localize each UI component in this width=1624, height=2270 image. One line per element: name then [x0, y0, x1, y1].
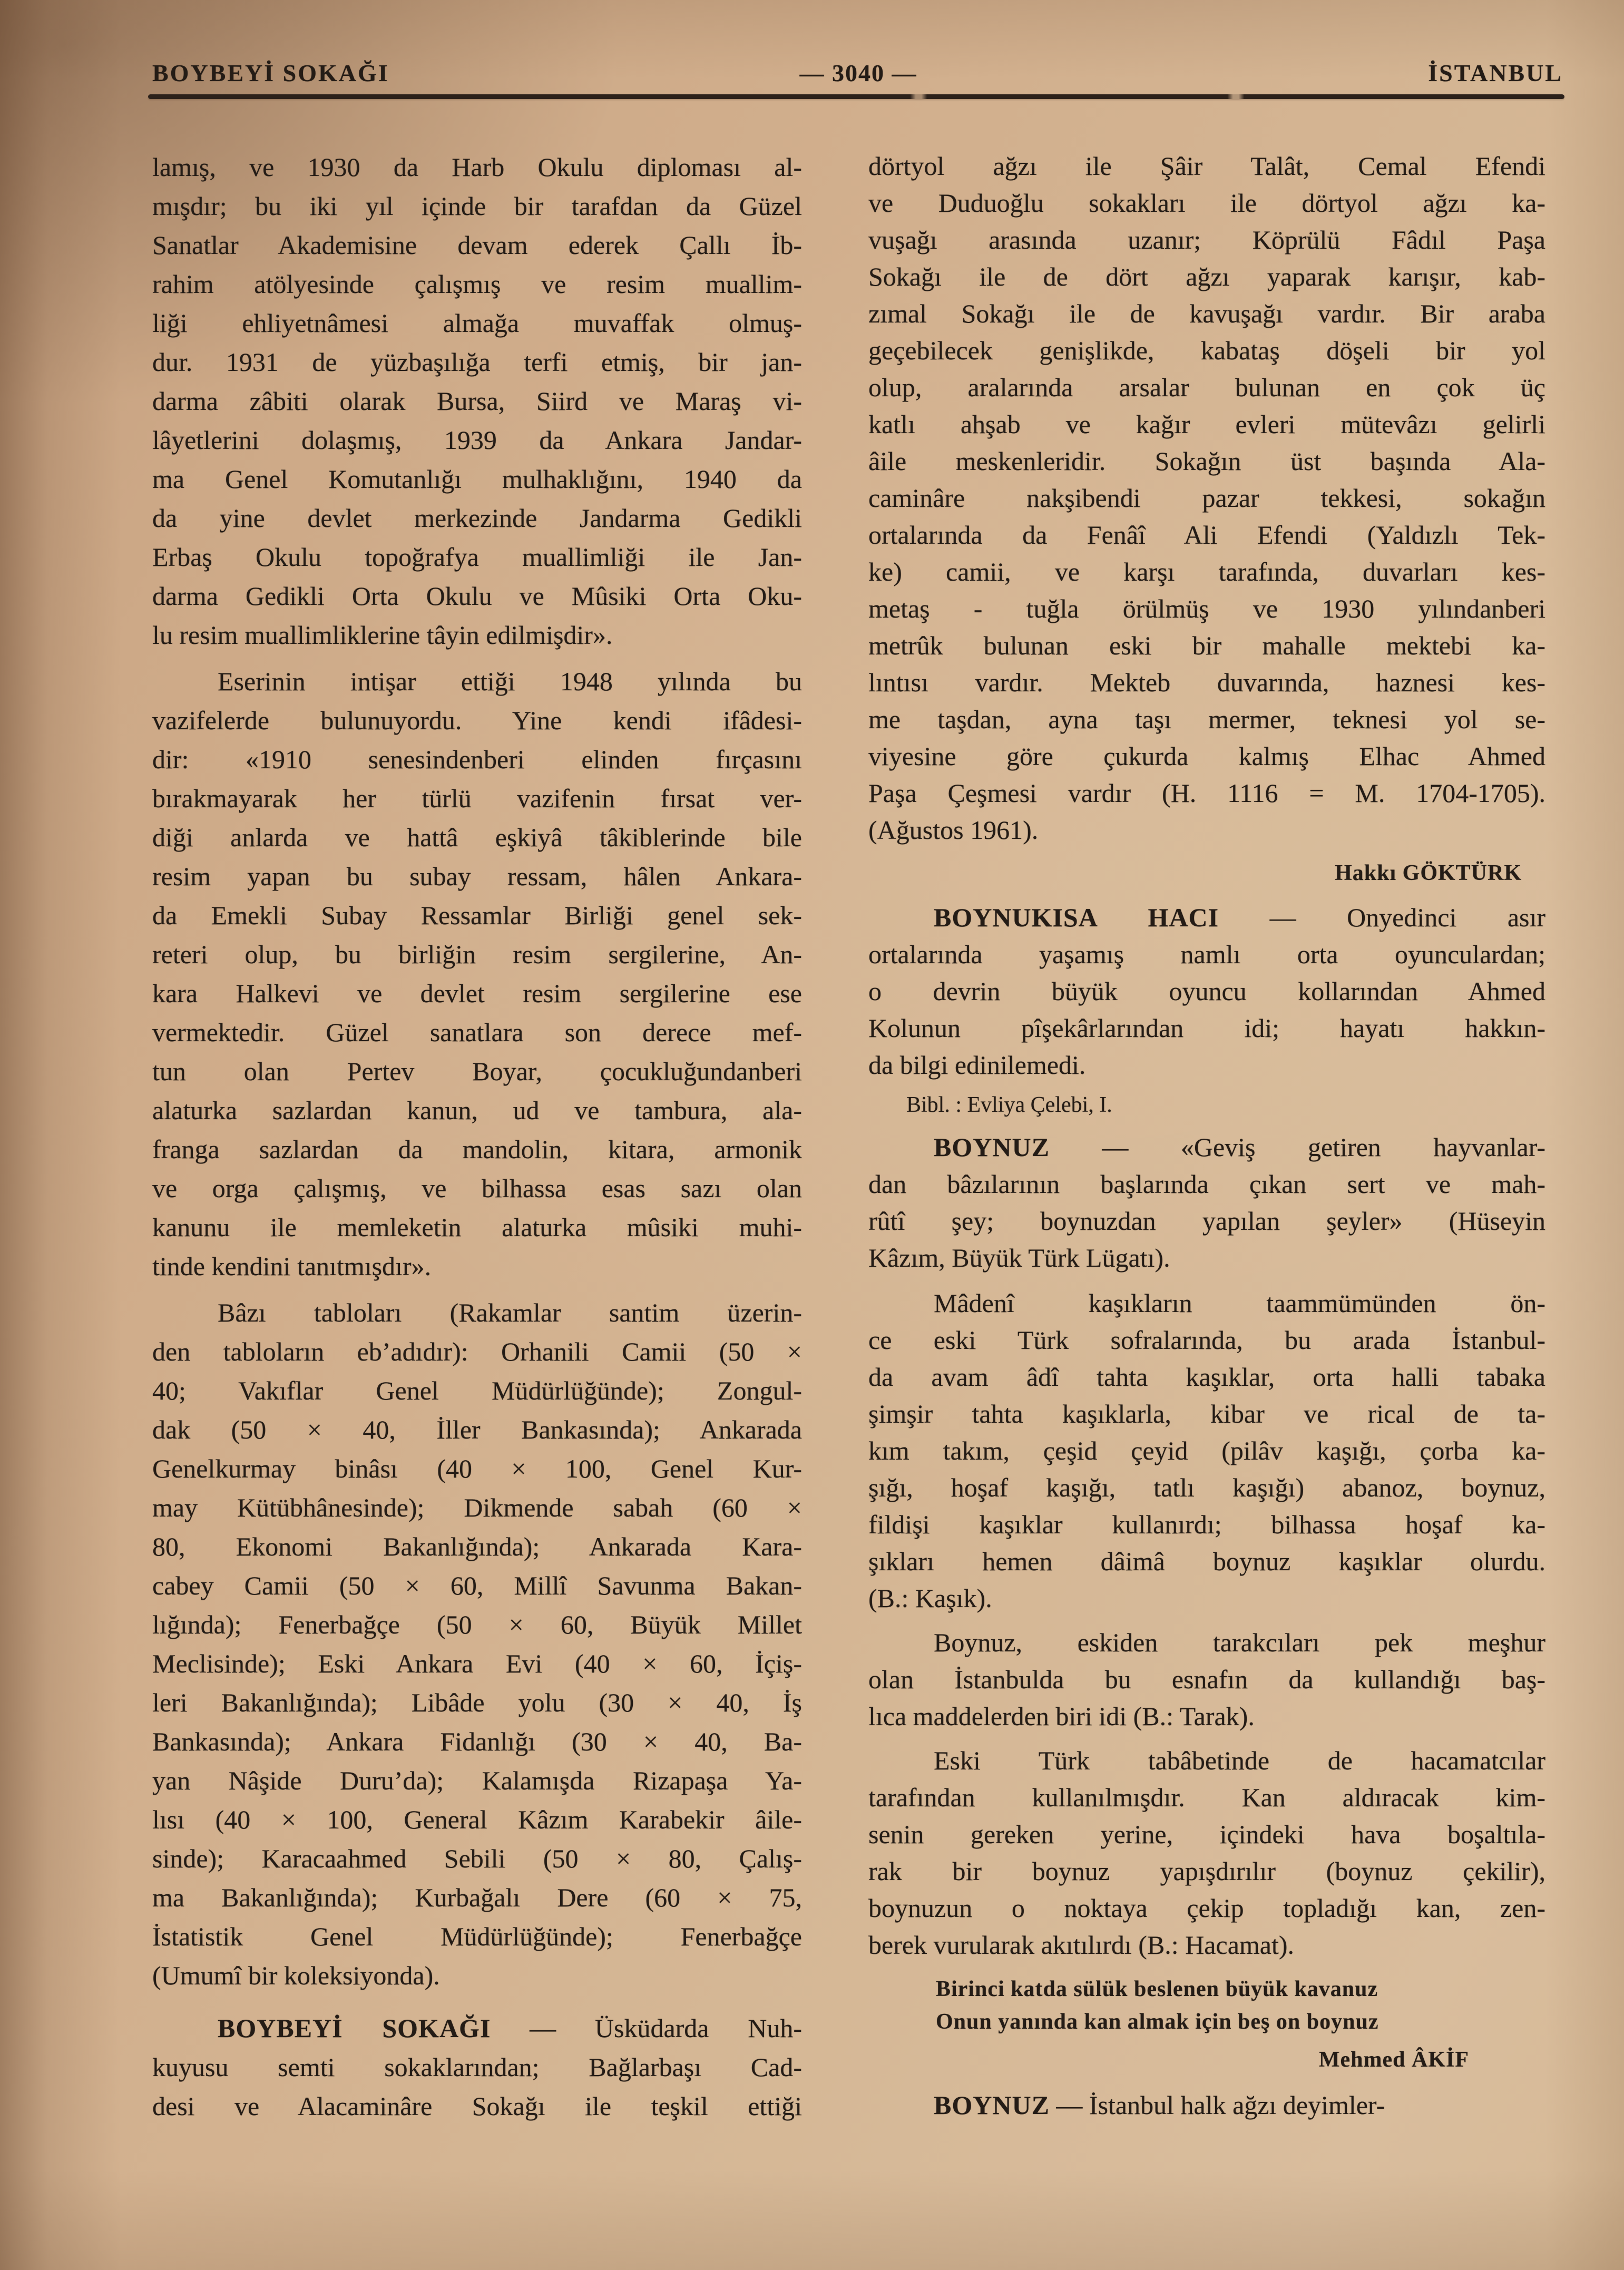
- text-line: fildişi kaşıklar kullanırdı; bilhassa hoşaf ka-: [868, 1510, 1545, 1539]
- text-line: şimşir tahta kaşıklarla, kibar ve rical de ta-: [868, 1399, 1545, 1428]
- text-line: liği ehliyetnâmesi almağa muvaffak olmuş-: [152, 308, 802, 338]
- text-line: diği anlarda ve hattâ eşkiyâ tâkiblerinde bile: [152, 823, 802, 852]
- text-line: olan İstanbulda bu esnafın da kullandığı baş-: [868, 1665, 1545, 1694]
- entry-boybeyi-sokagi: [152, 2009, 802, 2126]
- text-line: (B.: Kaşık).: [868, 1583, 992, 1613]
- paragraph-tablolari: [152, 1293, 802, 1995]
- text-line: ce eski Türk sofralarında, bu arada İstanbul-: [868, 1325, 1545, 1355]
- header-divider-rule: [148, 94, 1564, 99]
- text-line: vuşağı arasında uzanır; Köprülü Fâdıl Paşa: [868, 225, 1545, 255]
- text-line: ma Bakanlığında); Kurbağalı Dere (60 × 75,: [152, 1883, 802, 1912]
- text-line: âile meskenleridir. Sokağın üst başında Ala-: [868, 446, 1545, 476]
- text-line: yan Nâşide Duru’da); Kalamışda Rizapaşa Ya-: [152, 1766, 802, 1795]
- text-line: Hakkı GÖKTÜRK: [1335, 861, 1522, 885]
- text-line: Onun yanında kan almak için beş on boynuz: [936, 2010, 1379, 2034]
- page-number: — 3040 —: [799, 60, 917, 86]
- paragraph-kasiklar: [868, 1285, 1545, 1617]
- running-head-city: İSTANBUL: [1428, 60, 1563, 86]
- text-line: vermektedir. Güzel sanatlara son derece mef-: [152, 1017, 802, 1047]
- text-line: olup, aralarında arsalar bulunan en çok üç: [868, 373, 1545, 402]
- text-line: den tabloların eb’adıdır): Orhanili Camii (50 ×: [152, 1337, 802, 1366]
- text-line: Eski Türk tabâbetinde de hacamatcılar: [934, 1746, 1545, 1775]
- text-line: kuyusu semti sokaklarından; Bağlarbaşı Cad-: [152, 2052, 802, 2082]
- entry-boynuz-deyimler: [868, 2087, 1545, 2124]
- signature-hakki-gokturk: [868, 857, 1545, 889]
- text-line: senin gereken yerine, içindeki hava boşaltıla-: [868, 1819, 1545, 1849]
- text-line: rahim atölyesinde çalışmış ve resim muallim-: [152, 269, 802, 299]
- column-right: [868, 148, 1545, 2124]
- text-line: da bilgi edinilemedi.: [868, 1050, 1086, 1080]
- text-line: tinde kendini tanıtmışdır».: [152, 1251, 432, 1281]
- text-line: dak (50 × 40, İller Bankasında); Ankarada: [152, 1415, 802, 1444]
- text-line: lamış, ve 1930 da Harb Okulu diploması al-: [152, 152, 802, 182]
- text-line: resim yapan bu subay ressam, hâlen Ankara-: [152, 862, 802, 891]
- text-line: şıkları hemen dâimâ boynuz kaşıklar olurdu.: [868, 1547, 1545, 1576]
- entry-boynuz-definition: [868, 1129, 1545, 1276]
- text-line: lâyetlerini dolaşmış, 1939 da Ankara Jandar-: [152, 425, 802, 455]
- text-line: leri Bakanlığında); Libâde yolu (30 × 40, İş: [152, 1688, 802, 1717]
- text-line: viyesine göre çukurda kalmış Elhac Ahmed: [868, 741, 1545, 771]
- text-line: Birinci katda sülük beslenen büyük kavanuz: [936, 1977, 1378, 2001]
- text-line: vazifelerde bulunuyordu. Yine kendi ifâdesi-: [152, 706, 802, 735]
- text-line: me taşdan, ayna taşı mermer, teknesi yol se-: [868, 705, 1545, 734]
- text-line: katlı ahşab ve kağır evleri mütevâzı gelirli: [868, 409, 1545, 439]
- text-line: ve Duduoğlu sokakları ile dörtyol ağzı ka-: [868, 188, 1545, 218]
- text-line: metaş - tuğla örülmüş ve 1930 yılındanberi: [868, 594, 1545, 623]
- text-line: BOYNUKISA HACI — Onyedinci asır: [934, 903, 1546, 932]
- text-line: Kolunun pîşekârlarından idi; hayatı hakkın-: [868, 1013, 1545, 1043]
- text-line: şığı, hoşaf kaşığı, tatlı kaşığı) abanoz, boynuz,: [868, 1473, 1545, 1502]
- text-line: ve orga çalışmış, ve bilhassa esas sazı olan: [152, 1173, 802, 1203]
- text-line: rak bir boynuz yapışdırılır (boynuz çekilir),: [868, 1856, 1545, 1886]
- text-line: o devrin büyük oyuncu kollarından Ahmed: [868, 976, 1545, 1006]
- text-line: franga sazlardan da mandolin, kitara, armonik: [152, 1134, 802, 1164]
- text-line: berek vurularak akıtılırdı (B.: Hacamat).: [868, 1930, 1295, 1960]
- text-line: lıca maddelerden biri idi (B.: Tarak).: [868, 1701, 1255, 1731]
- text-line: dan bâzılarının başlarında çıkan sert ve mah-: [868, 1169, 1545, 1199]
- text-line: boynuzun o noktaya çekip topladığı kan, zen-: [868, 1893, 1545, 1923]
- running-head-entry: BOYBEYİ SOKAĞI: [152, 60, 389, 86]
- text-line: dur. 1931 de yüzbaşılığa terfi etmiş, bir jan-: [152, 347, 802, 377]
- paragraph-pertev-boyar-1948: [152, 662, 802, 1286]
- text-line: Sanatlar Akademisine devam ederek Çallı İb-: [152, 230, 802, 260]
- text-line: lığında); Fenerbağçe (50 × 60, Büyük Millet: [152, 1610, 802, 1639]
- text-line: da yine devlet merkezinde Jandarma Gedikli: [152, 503, 802, 533]
- text-line: (Umumî bir koleksiyonda).: [152, 1961, 440, 1990]
- text-line: may Kütübhânesinde); Dikmende sabah (60 ×: [152, 1493, 802, 1522]
- text-line: Sokağı ile de dört ağzı yaparak karışır, kab-: [868, 262, 1545, 291]
- text-line: da Emekli Subay Ressamlar Birliği genel sek-: [152, 901, 802, 930]
- text-line: desi ve Alacaminâre Sokağı ile teşkil ettiği: [152, 2091, 802, 2121]
- text-line: Kâzım, Büyük Türk Lügatı).: [868, 1243, 1170, 1273]
- text-line: geçebilecek genişlikde, kabataş döşeli bir yol: [868, 336, 1545, 365]
- text-line: ortalarında yaşamış namlı orta oyunculardan;: [868, 940, 1545, 969]
- text-line: sinde); Karacaahmed Sebili (50 × 80, Çalış-: [152, 1844, 802, 1873]
- paragraph-tarakcilar: [868, 1624, 1545, 1735]
- text-line: tun olan Pertev Boyar, çocukluğundanberi: [152, 1056, 802, 1086]
- text-line: lısı (40 × 100, General Kâzım Karabekir âile-: [152, 1805, 802, 1834]
- text-line: BOYNUZ — «Geviş getiren hayvanlar-: [934, 1132, 1545, 1162]
- text-line: İstatistik Genel Müdürlüğünde); Fenerbağçe: [152, 1922, 802, 1951]
- text-line: (Ağustos 1961).: [868, 815, 1039, 845]
- text-line: kara Halkevi ve devlet resim sergilerine ese: [152, 979, 802, 1008]
- text-line: Mehmed ÂKİF: [1318, 2048, 1469, 2072]
- text-line: metrûk bulunan eski bir mahalle mektebi ka-: [868, 631, 1545, 660]
- text-line: lu resim muallimliklerine tâyin edilmişdir».: [152, 620, 613, 650]
- text-line: caminâre nakşibendi pazar tekkesi, sokağın: [868, 483, 1545, 513]
- text-line: Eserinin intişar ettiği 1948 yılında bu: [218, 667, 802, 696]
- text-line: BOYBEYİ SOKAĞI — Üsküdarda Nuh-: [218, 2013, 802, 2043]
- text-line: rûtî şey; boynuzdan yapılan şeyler» (Hüseyin: [868, 1206, 1545, 1236]
- text-line: kım takım, çeşid çeyid (pilâv kaşığı, çorba ka-: [868, 1436, 1545, 1465]
- poem-couplet: [868, 1973, 1545, 2038]
- text-line: Mâdenî kaşıkların taammümünden ön-: [934, 1288, 1545, 1318]
- text-line: ortalarında da Fenâî Ali Efendi (Yaldızlı Tek-: [868, 520, 1545, 550]
- text-line: tarafından kullanılmışdır. Kan aldıracak kim-: [868, 1783, 1545, 1812]
- text-line: alaturka sazlardan kanun, ud ve tambura, ala-: [152, 1095, 802, 1125]
- text-line: Genelkurmay binâsı (40 × 100, Genel Kur-: [152, 1454, 802, 1483]
- paragraph-pertev-boyar-career: [152, 148, 802, 654]
- text-line: Bankasında); Ankara Fidanlığı (30 × 40, Ba-: [152, 1727, 802, 1756]
- paragraph-boybeyi-continuation: [868, 148, 1545, 848]
- text-line: Boynuz, eskiden tarakcıları pek meşhur: [934, 1628, 1545, 1657]
- text-line: Bibl. : Evliya Çelebi, I.: [906, 1093, 1112, 1117]
- text-line: Bâzı tabloları (Rakamlar santim üzerin-: [218, 1298, 802, 1327]
- text-line: reteri olup, bu birliğin resim sergilerine, An-: [152, 940, 802, 969]
- text-line: 40; Vakıflar Genel Müdürlüğünde); Zongul-: [152, 1376, 802, 1405]
- text-line: dörtyol ağzı ile Şâir Talât, Cemal Efendi: [868, 151, 1545, 181]
- text-line: Meclisinde); Eski Ankara Evi (40 × 60, İçiş-: [152, 1649, 802, 1678]
- text-line: 80, Ekonomi Bakanlığında); Ankarada Kara-: [152, 1532, 802, 1561]
- bibliography-evliya-celebi: [868, 1089, 1545, 1121]
- text-line: Erbaş Okulu topoğrafya muallimliği ile Jan-: [152, 542, 802, 572]
- text-line: mışdır; bu iki yıl içinde bir tarafdan da Güzel: [152, 191, 802, 221]
- text-line: ma Genel Komutanlığı mulhaklığını, 1940 da: [152, 464, 802, 494]
- text-line: darma zâbiti olarak Bursa, Siird ve Maraş vi-: [152, 386, 802, 416]
- text-line: lıntısı vardır. Mekteb duvarında, haznesi kes-: [868, 668, 1545, 697]
- text-line: da avam âdî tahta kaşıklar, orta halli tabaka: [868, 1362, 1545, 1392]
- text-line: darma Gedikli Orta Okulu ve Mûsiki Orta Oku-: [152, 581, 802, 611]
- text-line: bırakmayarak her türlü vazifenin fırsat ver-: [152, 784, 802, 813]
- text-line: zımal Sokağı ile de kavuşağı vardır. Bir araba: [868, 299, 1545, 328]
- text-line: Paşa Çeşmesi vardır (H. 1116 = M. 1704-1705).: [868, 778, 1545, 808]
- entry-boynukisa-haci: [868, 899, 1545, 1083]
- text-line: ke) camii, ve karşı tarafında, duvarları kes-: [868, 557, 1545, 586]
- paragraph-hacamat: [868, 1742, 1545, 1963]
- column-left: [152, 148, 802, 2126]
- signature-mehmed-akif: [868, 2043, 1545, 2076]
- text-line: dir: «1910 senesindenberi elinden fırçasını: [152, 745, 802, 774]
- text-line: kanunu ile memleketin alaturka mûsiki muhi-: [152, 1212, 802, 1242]
- text-line: cabey Camii (50 × 60, Millî Savunma Bakan-: [152, 1571, 802, 1600]
- text-line: BOYNUZ — İstanbul halk ağzı deyimler-: [934, 2090, 1385, 2120]
